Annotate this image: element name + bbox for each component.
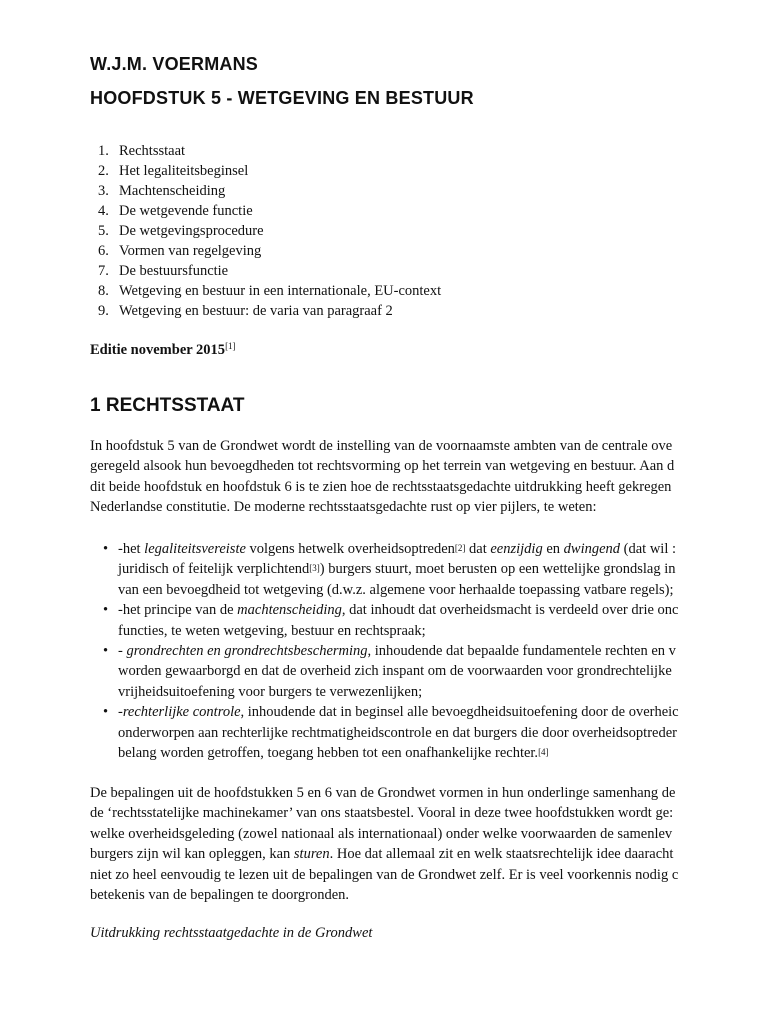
text-line: van een bevoegdheid tot wetgeving (d.w.z. algemene voor herhaalde toepassing vatbare regels); — [118, 581, 674, 598]
text-line: -het principe van de machtenscheiding, dat inhoudt dat overheidsmacht is verdeeld over drie onc — [118, 602, 679, 619]
subsection-heading: Uitdrukking rechtsstaatgedachte in de Grondwet — [90, 925, 373, 941]
toc-item: 4. De wetgevende functie — [98, 203, 253, 219]
toc-item-label: Het legaliteitsbeginsel — [119, 163, 249, 179]
bullet-icon: • — [103, 643, 109, 660]
toc-item-label: Wetgeving en bestuur in een internationale, EU-context — [119, 283, 442, 299]
text-line: Nederlandse constitutie. De moderne rechtsstaatsgedachte rust op vier pijlers, te weten: — [90, 499, 597, 516]
text-line: De bepalingen uit de hoofdstukken 5 en 6 van de Grondwet vormen in hun onderlinge samenhang de — [90, 785, 676, 801]
toc-item-label: De bestuursfunctie — [119, 263, 229, 279]
text-line: functies, te weten wetgeving, bestuur en rechtspraak; — [118, 622, 426, 639]
text-line: geregeld alsook hun bevoegdheden tot rechtsvorming op het terrein van wetgeving en bestuur. Aan d — [90, 458, 675, 475]
table-of-contents — [98, 141, 441, 321]
text-line: niet zo heel eenvoudig te lezen uit de bepalingen van de Grondwet zelf. Er is veel voorkennis nodig c — [90, 866, 679, 883]
footnote-link[interactable]: [3] — [309, 563, 320, 574]
toc-item: 7. De bestuursfunctie — [98, 263, 229, 279]
text-line: juridisch of feitelijk verplichtend[3]) burgers stuurt, moet berusten op een wettelijke grondslag in — [118, 561, 676, 578]
toc-item: 5. De wetgevingsprocedure — [98, 223, 264, 239]
text-line: onderworpen aan rechterlijke rechtmatigheidscontrole en dat burgers die door overheidsoptreder — [118, 724, 677, 741]
footnote-link[interactable]: [4] — [538, 747, 549, 758]
bullet-icon: • — [103, 541, 109, 557]
list-item — [103, 600, 679, 641]
footnote-link[interactable]: [1] — [225, 341, 236, 351]
intro-paragraph — [90, 436, 674, 518]
toc-item-label: Rechtsstaat — [119, 143, 186, 159]
text-line: de ‘rechtsstatelijke machinekamer’ van ons staatsbestel. Vooral in deze twee hoofdstukken wordt ge: — [90, 805, 674, 822]
toc-item: 8. Wetgeving en bestuur in een internationale, EU-context — [98, 283, 442, 299]
toc-item: 6. Vormen van regelgeving — [98, 243, 262, 259]
toc-item-label: Vormen van regelgeving — [119, 243, 262, 259]
section-heading: 1 RECHTSSTAAT — [90, 395, 245, 416]
bullet-icon: • — [103, 704, 109, 721]
text-line: betekenis van de bepalingen te doorgronden. — [90, 887, 350, 904]
bullet-icon: • — [103, 602, 109, 619]
toc-item: 1. Rechtsstaat — [98, 143, 186, 159]
list-item — [103, 641, 679, 702]
body-paragraph — [90, 783, 678, 905]
toc-item-label: Wetgeving en bestuur: de varia van paragraaf 2 — [119, 303, 393, 319]
toc-item: 3. Machtenscheiding — [98, 183, 226, 199]
text-line: burgers zijn wil kan opleggen, kan sturen. Hoe dat allemaal zit en welk staatsrechtelijk idee daaracht — [90, 846, 674, 863]
pillars-list — [103, 539, 679, 763]
toc-item-label: Machtenscheiding — [119, 183, 226, 199]
text-line: - grondrechten en grondrechtsbescherming, inhoudende dat bepaalde fundamentele rechten en v — [118, 643, 676, 660]
text-line: -het legaliteitsvereiste volgens hetwelk overheidsoptreden[2] dat eenzijdig en dwingend (dat wil : — [118, 541, 677, 557]
chapter-title: HOOFDSTUK 5 - WETGEVING EN BESTUUR — [90, 88, 474, 108]
author-name: W.J.M. VOERMANS — [90, 54, 259, 74]
text-line: worden gewaarborgd en dat de overheid zich inspant om de voorwaarden voor grondrechtelijke — [118, 663, 672, 680]
text-line: welke overheidsgeleding (zowel nationaal als internationaal) onder welke voorwaarden de samenlev — [90, 825, 673, 842]
text-line: dit beide hoofdstuk en hoofdstuk 6 is te zien hoe de rechtsstaatsgedachte uitdrukking heeft gekregen — [90, 478, 672, 495]
text-line: belang worden getroffen, toegang hebben tot een onafhankelijke rechter.[4] — [118, 745, 549, 762]
toc-item-label: De wetgevende functie — [119, 203, 253, 219]
toc-item: 2. Het legaliteitsbeginsel — [98, 163, 249, 179]
text-line: -rechterlijke controle, inhoudende dat in beginsel alle bevoegdheidsuitoefening door de overheic — [118, 704, 679, 721]
list-item — [103, 539, 679, 600]
edition-label: Editie november 2015[1] — [90, 341, 236, 358]
list-item — [103, 702, 679, 763]
text-line: vrijheidsuitoefening voor burgers te verwezenlijken; — [118, 683, 423, 700]
toc-item: 9. Wetgeving en bestuur: de varia van paragraaf 2 — [98, 303, 393, 319]
toc-item-label: De wetgevingsprocedure — [119, 223, 264, 239]
text-line: In hoofdstuk 5 van de Grondwet wordt de instelling van de voornaamste ambten van de centrale ove — [90, 438, 673, 454]
footnote-link[interactable]: [2] — [454, 543, 466, 553]
